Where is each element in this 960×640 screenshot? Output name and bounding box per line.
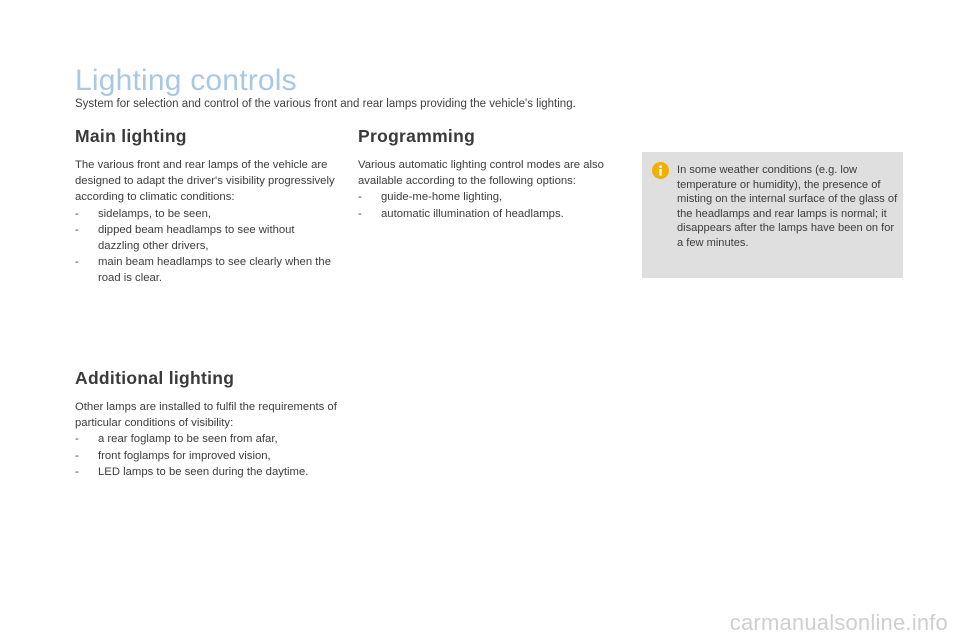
additional-lighting-heading: Additional lighting [75, 368, 235, 388]
list-item [75, 431, 337, 447]
list-item-text: automatic illumination of headlamps. [381, 207, 564, 220]
main-lighting-intro: The various front and rear lamps of the vehicle are designed to adapt the driver's visibility progressively according to climatic conditions: [75, 159, 335, 204]
bullet-dash: - [358, 207, 362, 220]
programming-list [358, 189, 608, 221]
list-item-text: a rear foglamp to be seen from afar, [98, 433, 278, 446]
list-item [358, 189, 608, 205]
additional-lighting-section [75, 368, 337, 480]
programming-heading: Programming [358, 126, 476, 146]
list-item [75, 254, 337, 286]
additional-lighting-intro: Other lamps are installed to fulfil the requirements of particular conditions of visibility: [75, 401, 337, 430]
page-title: Lighting controls [75, 64, 297, 97]
watermark: carmanualsonline.info [729, 610, 948, 635]
bullet-dash: - [75, 223, 79, 236]
main-lighting-list [75, 206, 337, 287]
info-text: In some weather conditions (e.g. low temperature or humidity), the presence of misting on the internal surface of the glass of the headlamps and rear lamps is normal; it disappears after the lamps have been on for a few minutes. [677, 164, 898, 249]
list-item [75, 464, 337, 480]
list-item-text: sidelamps, to be seen, [98, 207, 212, 220]
programming-section [358, 126, 608, 222]
list-item [75, 206, 337, 222]
bullet-dash: - [75, 449, 79, 462]
info-icon [652, 162, 669, 179]
list-item [75, 222, 337, 254]
list-item-text: guide-me-home lighting, [381, 191, 503, 204]
list-item-text: main beam headlamps to see clearly when the road is clear. [98, 256, 331, 285]
list-item [358, 206, 608, 222]
list-item-text: front foglamps for improved vision, [98, 449, 271, 462]
main-lighting-heading: Main lighting [75, 126, 187, 146]
bullet-dash: - [75, 207, 79, 220]
list-item-text: dipped beam headlamps to see without dazzling other drivers, [98, 223, 295, 253]
bullet-dash: - [358, 191, 362, 204]
bullet-dash: - [75, 256, 79, 269]
programming-intro: Various automatic lighting control modes are also available according to the following options: [358, 159, 604, 188]
page-subtitle: System for selection and control of the various front and rear lamps providing the vehicle's lighting. [75, 98, 576, 110]
bullet-dash: - [75, 433, 79, 446]
bullet-dash: - [75, 465, 79, 478]
info-box [642, 152, 903, 278]
list-item [75, 448, 337, 464]
additional-lighting-list [75, 431, 337, 480]
list-item-text: LED lamps to be seen during the daytime. [98, 465, 309, 478]
main-lighting-section [75, 126, 337, 287]
